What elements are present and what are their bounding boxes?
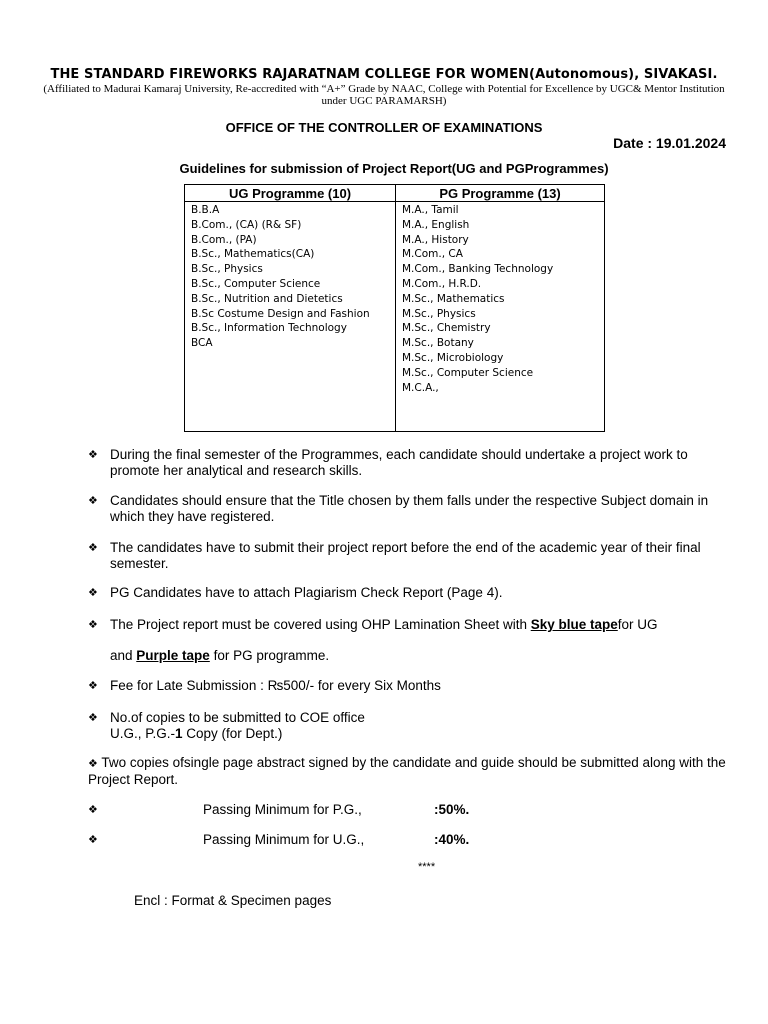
passing-label: Passing Minimum for U.G., <box>203 832 365 847</box>
list-item: B.Com., (CA) (R& SF) <box>191 218 302 231</box>
copies-line1: No.of copies to be submitted to COE office <box>110 710 365 725</box>
diamond-bullet-icon: ❖ <box>88 833 98 846</box>
list-item: B.Sc., Mathematics(CA) <box>191 248 315 261</box>
diamond-bullet-icon: ❖ <box>88 711 98 724</box>
lamination-text-pg: for PG programme. <box>209 648 330 663</box>
passing-value: :50%. <box>434 802 470 817</box>
list-item: B.Sc., Information Technology <box>191 322 347 335</box>
list-item: B.Com., (PA) <box>191 233 257 246</box>
passing-minimum-pg <box>88 802 738 820</box>
list-item: M.Sc., Mathematics <box>402 292 505 305</box>
copies-count: 1 <box>175 726 183 741</box>
list-item: M.Sc., Microbiology <box>402 351 504 364</box>
guideline-text: Fee for Late Submission : ₨500/- for every Six Months <box>110 678 441 693</box>
list-item: B.Sc., Nutrition and Dietetics <box>191 292 343 305</box>
programmes-table <box>184 184 605 432</box>
list-item: B.B.A <box>191 204 220 216</box>
guideline-text: During the final semester of the Programmes, each candidate should undertake a project work to promote her analytical and research skills. <box>110 447 688 478</box>
guideline-lamination-line2 <box>110 648 329 664</box>
programmes-table-header-row <box>185 185 605 202</box>
guideline-lamination <box>88 617 728 633</box>
guideline-text: PG Candidates have to attach Plagiarism Check Report (Page 4). <box>110 585 503 600</box>
list-item: M.A., English <box>402 218 470 231</box>
lamination-text: and <box>110 648 137 663</box>
list-item: M.Com., CA <box>402 248 463 261</box>
college-name: THE STANDARD FIREWORKS RAJARATNAM COLLEGE FOR WOMEN(Autonomous), SIVAKASI. <box>50 67 718 82</box>
document-date: Date : 19.01.2024 <box>613 135 726 151</box>
list-item: M.A., Tamil <box>402 204 459 216</box>
passing-value: :40%. <box>434 832 470 847</box>
guideline-abstract <box>88 755 733 788</box>
list-item: M.Sc., Computer Science <box>402 366 534 379</box>
guideline-submission-deadline <box>88 540 728 572</box>
list-item: M.Com., H.R.D. <box>402 277 482 290</box>
list-item: M.Sc., Chemistry <box>402 322 491 335</box>
diamond-bullet-icon: ❖ <box>88 618 98 631</box>
copies-line2-end: Copy (for Dept.) <box>182 726 283 741</box>
list-item: M.Sc., Physics <box>402 307 476 320</box>
guideline-title-domain <box>88 493 728 525</box>
lamination-text: The Project report must be covered using OHP Lamination Sheet with <box>110 617 531 632</box>
guidelines-title: Guidelines for submission of Project Report(UG and PGProgrammes) <box>179 161 609 176</box>
purple-tape-label: Purple tape <box>136 648 210 663</box>
list-item: M.Sc., Botany <box>402 337 474 350</box>
guideline-text: Two copies ofsingle page abstract signed by the candidate and guide should be submitted along with the Project Report. <box>88 755 726 787</box>
guideline-late-fee <box>88 678 728 694</box>
guideline-text <box>110 617 728 633</box>
programmes-table-body-row <box>185 202 605 432</box>
enclosure-note: Encl : Format & Specimen pages <box>134 893 332 908</box>
list-item: B.Sc., Physics <box>191 263 263 276</box>
guideline-text: The candidates have to submit their project report before the end of the academic year of their final semester. <box>110 540 701 571</box>
pg-programme-list <box>396 202 605 432</box>
diamond-bullet-icon: ❖ <box>88 757 98 770</box>
guideline-text: Candidates should ensure that the Title chosen by them falls under the respective Subject domain in which they have registered. <box>110 493 709 524</box>
list-item: M.Com., Banking Technology <box>402 263 554 276</box>
passing-label: Passing Minimum for P.G., <box>203 802 362 817</box>
guideline-plagiarism-report <box>88 585 728 601</box>
sky-blue-tape-label: Sky blue tape <box>530 617 618 632</box>
diamond-bullet-icon: ❖ <box>88 803 98 816</box>
copies-line2: U.G., P.G.- <box>110 726 176 741</box>
ug-programme-header: UG Programme (10) <box>185 185 396 202</box>
lamination-text-ug: for UG <box>617 617 658 632</box>
diamond-bullet-icon: ❖ <box>88 586 98 599</box>
guideline-copies <box>88 710 728 742</box>
list-item: M.C.A., <box>402 381 439 394</box>
passing-minimum-ug <box>88 832 738 850</box>
pg-programme-header: PG Programme (13) <box>396 185 605 202</box>
separator-stars: **** <box>418 861 436 873</box>
ug-programme-list <box>185 202 396 432</box>
list-item: M.A., History <box>402 233 469 246</box>
list-item: BCA <box>191 337 213 350</box>
diamond-bullet-icon: ❖ <box>88 541 98 554</box>
office-title: OFFICE OF THE CONTROLLER OF EXAMINATIONS <box>225 120 543 135</box>
guideline-project-work <box>88 447 728 479</box>
list-item: B.Sc Costume Design and Fashion <box>191 307 370 320</box>
list-item: B.Sc., Computer Science <box>191 277 321 290</box>
diamond-bullet-icon: ❖ <box>88 448 98 461</box>
affiliation-note: (Affiliated to Madurai Kamaraj University, Re-accredited with “A+” Grade by NAAC, College with Potential for Excellence by UGC& Mentor Institution under UGC PARAMARSH) <box>43 83 725 107</box>
diamond-bullet-icon: ❖ <box>88 679 98 692</box>
diamond-bullet-icon: ❖ <box>88 494 98 507</box>
guideline-text <box>110 710 728 742</box>
